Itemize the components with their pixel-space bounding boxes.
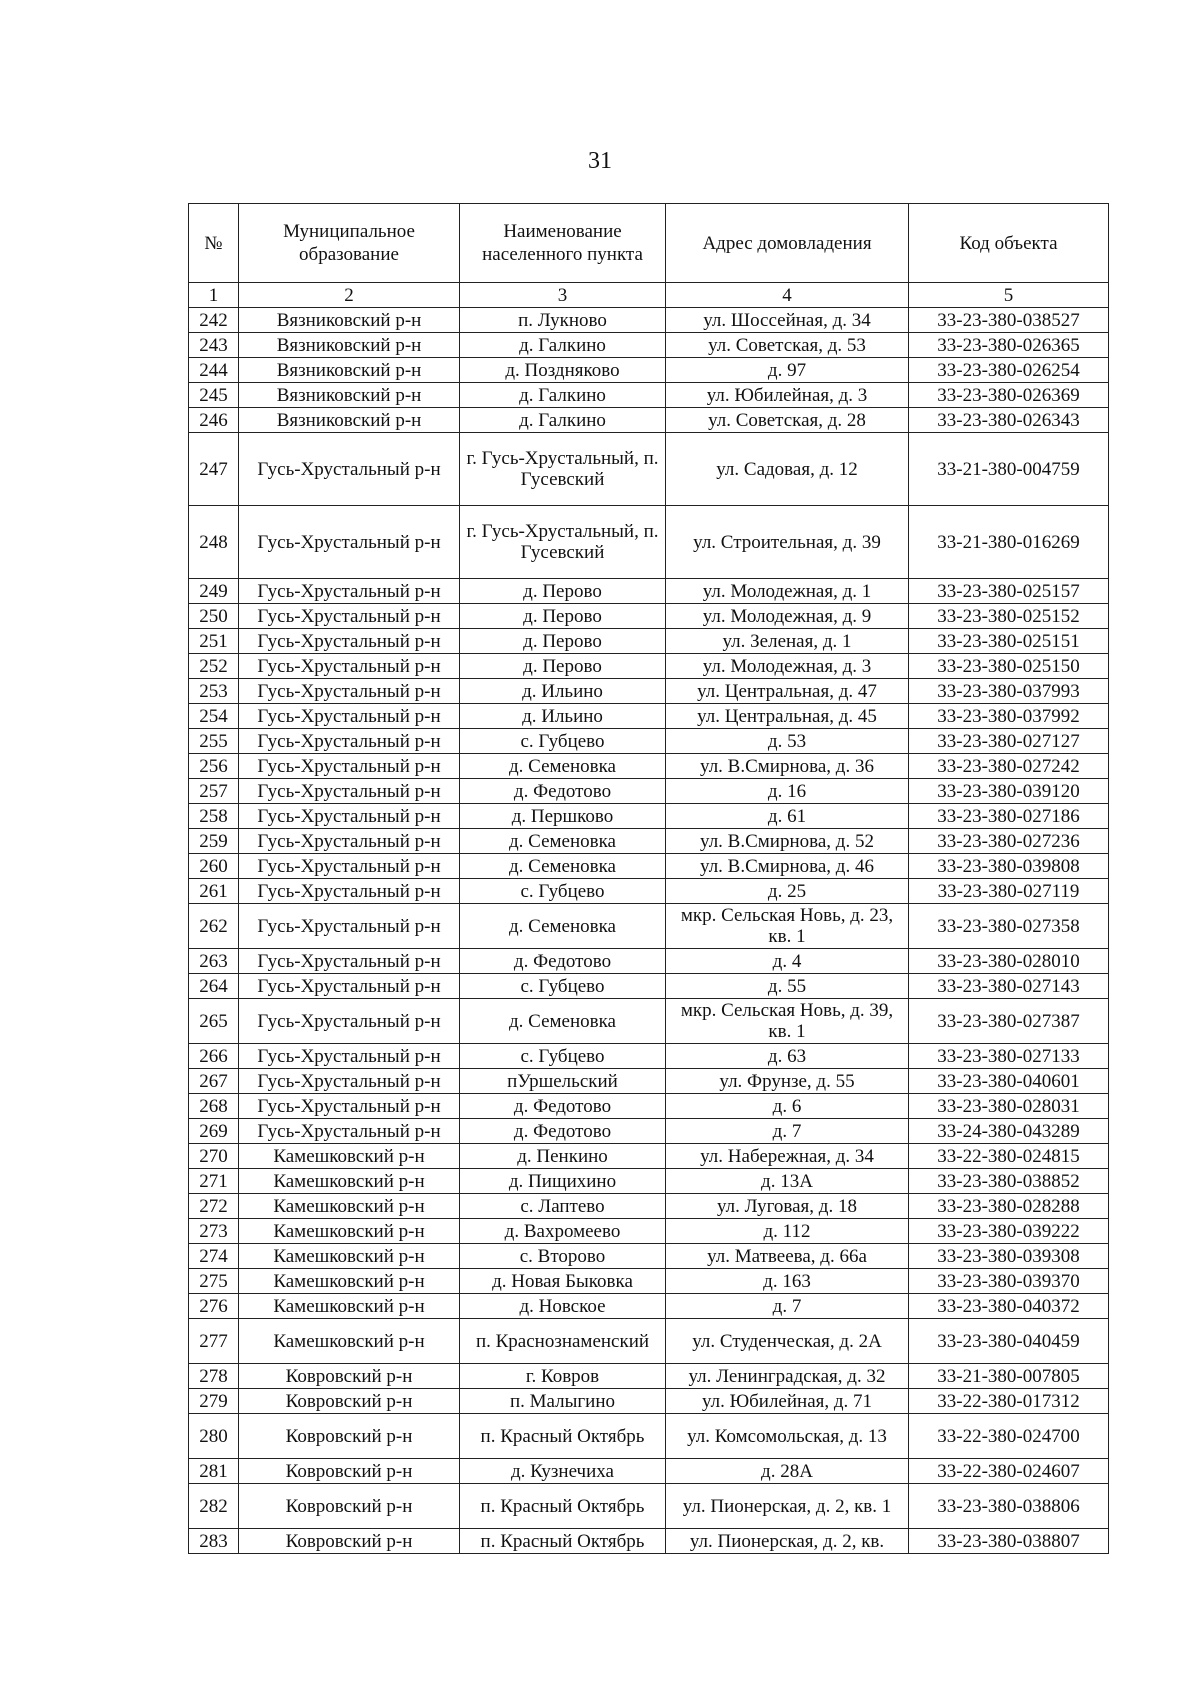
- cell-address: ул. Юбилейная, д. 3: [666, 383, 909, 408]
- cell-number: 274: [189, 1244, 239, 1269]
- cell-object-code: 33-23-380-040601: [909, 1069, 1109, 1094]
- cell-object-code: 33-22-380-024815: [909, 1144, 1109, 1169]
- cell-number: 244: [189, 358, 239, 383]
- cell-settlement: п. Красный Октябрь: [460, 1484, 666, 1529]
- header-number: №: [189, 204, 239, 283]
- cell-number: 269: [189, 1119, 239, 1144]
- table-row: [189, 629, 1109, 654]
- cell-settlement: с. Лаптево: [460, 1194, 666, 1219]
- table-row: [189, 879, 1109, 904]
- table-row: [189, 854, 1109, 879]
- cell-object-code: 33-23-380-026343: [909, 408, 1109, 433]
- cell-number: 273: [189, 1219, 239, 1244]
- cell-object-code: 33-23-380-028010: [909, 949, 1109, 974]
- header-municipality: Муниципальное образование: [239, 204, 460, 283]
- cell-address: ул. Молодежная, д. 3: [666, 654, 909, 679]
- table-row: [189, 999, 1109, 1044]
- cell-municipality: Гусь-Хрустальный р-н: [239, 604, 460, 629]
- cell-object-code: 33-23-380-040372: [909, 1294, 1109, 1319]
- cell-address: ул. Садовая, д. 12: [666, 433, 909, 506]
- cell-municipality: Ковровский р-н: [239, 1389, 460, 1414]
- cell-number: 243: [189, 333, 239, 358]
- cell-settlement: д. Федотово: [460, 1119, 666, 1144]
- table-row: [189, 1219, 1109, 1244]
- cell-settlement: д. Семеновка: [460, 854, 666, 879]
- cell-municipality: Ковровский р-н: [239, 1414, 460, 1459]
- cell-address: д. 7: [666, 1294, 909, 1319]
- cell-address: ул. В.Смирнова, д. 52: [666, 829, 909, 854]
- table-body: [189, 308, 1109, 1554]
- cell-address: мкр. Сельская Новь, д. 23, кв. 1: [666, 904, 909, 949]
- cell-address: ул. Молодежная, д. 1: [666, 579, 909, 604]
- table-row: [189, 1194, 1109, 1219]
- cell-address: мкр. Сельская Новь, д. 39, кв. 1: [666, 999, 909, 1044]
- cell-number: 277: [189, 1319, 239, 1364]
- table-row: [189, 1529, 1109, 1554]
- cell-settlement: с. Губцево: [460, 879, 666, 904]
- table-row: [189, 754, 1109, 779]
- cell-settlement: д. Пищихино: [460, 1169, 666, 1194]
- column-number-row: [189, 283, 1109, 308]
- cell-number: 276: [189, 1294, 239, 1319]
- cell-settlement: д. Перово: [460, 654, 666, 679]
- cell-object-code: 33-21-380-016269: [909, 506, 1109, 579]
- cell-object-code: 33-23-380-038806: [909, 1484, 1109, 1529]
- cell-object-code: 33-23-380-037993: [909, 679, 1109, 704]
- table-row: [189, 433, 1109, 506]
- cell-municipality: Вязниковский р-н: [239, 408, 460, 433]
- table-row: [189, 949, 1109, 974]
- cell-settlement: д. Семеновка: [460, 904, 666, 949]
- table-row: [189, 1244, 1109, 1269]
- cell-address: д. 6: [666, 1094, 909, 1119]
- cell-number: 254: [189, 704, 239, 729]
- cell-address: д. 13А: [666, 1169, 909, 1194]
- cell-object-code: 33-22-380-024700: [909, 1414, 1109, 1459]
- cell-object-code: 33-21-380-007805: [909, 1364, 1109, 1389]
- table-row: [189, 779, 1109, 804]
- column-number: 2: [239, 283, 460, 308]
- cell-object-code: 33-23-380-026369: [909, 383, 1109, 408]
- cell-municipality: Гусь-Хрустальный р-н: [239, 1119, 460, 1144]
- cell-object-code: 33-23-380-027186: [909, 804, 1109, 829]
- cell-address: ул. Молодежная, д. 9: [666, 604, 909, 629]
- cell-municipality: Гусь-Хрустальный р-н: [239, 729, 460, 754]
- table-row: [189, 1364, 1109, 1389]
- cell-municipality: Камешковский р-н: [239, 1144, 460, 1169]
- table-row: [189, 1119, 1109, 1144]
- cell-object-code: 33-23-380-038527: [909, 308, 1109, 333]
- table-header-row: [189, 204, 1109, 283]
- cell-address: ул. Центральная, д. 45: [666, 704, 909, 729]
- cell-municipality: Гусь-Хрустальный р-н: [239, 879, 460, 904]
- cell-settlement: д. Новское: [460, 1294, 666, 1319]
- cell-settlement: д. Поздняково: [460, 358, 666, 383]
- cell-settlement: п. Краснознаменский: [460, 1319, 666, 1364]
- cell-object-code: 33-23-380-037992: [909, 704, 1109, 729]
- table-row: [189, 1044, 1109, 1069]
- cell-address: ул. Советская, д. 53: [666, 333, 909, 358]
- cell-address: ул. Матвеева, д. 66а: [666, 1244, 909, 1269]
- cell-object-code: 33-21-380-004759: [909, 433, 1109, 506]
- cell-address: д. 25: [666, 879, 909, 904]
- cell-address: ул. В.Смирнова, д. 36: [666, 754, 909, 779]
- cell-settlement: г. Гусь-Хрустальный, п. Гусевский: [460, 433, 666, 506]
- cell-number: 261: [189, 879, 239, 904]
- cell-settlement: с. Губцево: [460, 1044, 666, 1069]
- table-row: [189, 1319, 1109, 1364]
- cell-municipality: Ковровский р-н: [239, 1529, 460, 1554]
- cell-address: д. 7: [666, 1119, 909, 1144]
- header-address: Адрес домовладения: [666, 204, 909, 283]
- cell-municipality: Камешковский р-н: [239, 1269, 460, 1294]
- table-row: [189, 1389, 1109, 1414]
- cell-municipality: Гусь-Хрустальный р-н: [239, 999, 460, 1044]
- cell-object-code: 33-23-380-027119: [909, 879, 1109, 904]
- cell-address: ул. Набережная, д. 34: [666, 1144, 909, 1169]
- cell-municipality: Гусь-Хрустальный р-н: [239, 629, 460, 654]
- cell-municipality: Гусь-Хрустальный р-н: [239, 506, 460, 579]
- cell-municipality: Гусь-Хрустальный р-н: [239, 1044, 460, 1069]
- cell-settlement: д. Галкино: [460, 408, 666, 433]
- table-row: [189, 904, 1109, 949]
- cell-settlement: д. Вахромеево: [460, 1219, 666, 1244]
- cell-number: 245: [189, 383, 239, 408]
- cell-settlement: д. Федотово: [460, 949, 666, 974]
- cell-object-code: 33-23-380-026365: [909, 333, 1109, 358]
- cell-number: 252: [189, 654, 239, 679]
- cell-settlement: д. Перово: [460, 579, 666, 604]
- cell-municipality: Гусь-Хрустальный р-н: [239, 974, 460, 999]
- cell-object-code: 33-23-380-027133: [909, 1044, 1109, 1069]
- table-row: [189, 333, 1109, 358]
- cell-number: 246: [189, 408, 239, 433]
- column-number: 4: [666, 283, 909, 308]
- cell-settlement: с. Губцево: [460, 974, 666, 999]
- cell-settlement: д. Ильино: [460, 679, 666, 704]
- cell-municipality: Ковровский р-н: [239, 1459, 460, 1484]
- cell-address: д. 61: [666, 804, 909, 829]
- cell-address: ул. Луговая, д. 18: [666, 1194, 909, 1219]
- cell-municipality: Гусь-Хрустальный р-н: [239, 579, 460, 604]
- cell-municipality: Гусь-Хрустальный р-н: [239, 433, 460, 506]
- cell-object-code: 33-23-380-039308: [909, 1244, 1109, 1269]
- cell-number: 282: [189, 1484, 239, 1529]
- cell-number: 251: [189, 629, 239, 654]
- cell-settlement: д. Семеновка: [460, 754, 666, 779]
- cell-municipality: Камешковский р-н: [239, 1319, 460, 1364]
- cell-number: 257: [189, 779, 239, 804]
- column-number: 5: [909, 283, 1109, 308]
- table-row: [189, 383, 1109, 408]
- cell-object-code: 33-23-380-027242: [909, 754, 1109, 779]
- table-row: [189, 1414, 1109, 1459]
- cell-settlement: п. Лукново: [460, 308, 666, 333]
- cell-object-code: 33-23-380-026254: [909, 358, 1109, 383]
- cell-municipality: Ковровский р-н: [239, 1364, 460, 1389]
- table-row: [189, 1069, 1109, 1094]
- table-row: [189, 1459, 1109, 1484]
- cell-object-code: 33-23-380-025151: [909, 629, 1109, 654]
- cell-number: 247: [189, 433, 239, 506]
- cell-address: ул. Комсомольская, д. 13: [666, 1414, 909, 1459]
- cell-object-code: 33-23-380-038852: [909, 1169, 1109, 1194]
- cell-number: 267: [189, 1069, 239, 1094]
- cell-object-code: 33-23-380-025157: [909, 579, 1109, 604]
- cell-settlement: д. Пенкино: [460, 1144, 666, 1169]
- cell-address: д. 63: [666, 1044, 909, 1069]
- cell-address: ул. Строительная, д. 39: [666, 506, 909, 579]
- cell-object-code: 33-24-380-043289: [909, 1119, 1109, 1144]
- cell-municipality: Камешковский р-н: [239, 1169, 460, 1194]
- cell-address: ул. Фрунзе, д. 55: [666, 1069, 909, 1094]
- cell-address: ул. Зеленая, д. 1: [666, 629, 909, 654]
- cell-settlement: д. Перово: [460, 604, 666, 629]
- cell-settlement: д. Галкино: [460, 333, 666, 358]
- cell-settlement: с. Второво: [460, 1244, 666, 1269]
- cell-municipality: Камешковский р-н: [239, 1194, 460, 1219]
- table-row: [189, 1169, 1109, 1194]
- table-row: [189, 1269, 1109, 1294]
- cell-number: 258: [189, 804, 239, 829]
- cell-number: 260: [189, 854, 239, 879]
- cell-address: ул. Пионерская, д. 2, кв. 1: [666, 1484, 909, 1529]
- cell-number: 242: [189, 308, 239, 333]
- cell-municipality: Гусь-Хрустальный р-н: [239, 679, 460, 704]
- cell-object-code: 33-22-380-024607: [909, 1459, 1109, 1484]
- table-row: [189, 974, 1109, 999]
- cell-settlement: д. Семеновка: [460, 999, 666, 1044]
- cell-municipality: Вязниковский р-н: [239, 333, 460, 358]
- cell-number: 255: [189, 729, 239, 754]
- table-row: [189, 654, 1109, 679]
- cell-municipality: Вязниковский р-н: [239, 308, 460, 333]
- cell-municipality: Гусь-Хрустальный р-н: [239, 704, 460, 729]
- cell-object-code: 33-23-380-025150: [909, 654, 1109, 679]
- table-row: [189, 1144, 1109, 1169]
- cell-object-code: 33-23-380-027387: [909, 999, 1109, 1044]
- table-row: [189, 729, 1109, 754]
- cell-municipality: Ковровский р-н: [239, 1484, 460, 1529]
- cell-number: 253: [189, 679, 239, 704]
- header-object-code: Код объекта: [909, 204, 1109, 283]
- cell-number: 256: [189, 754, 239, 779]
- cell-municipality: Камешковский р-н: [239, 1244, 460, 1269]
- cell-number: 278: [189, 1364, 239, 1389]
- cell-object-code: 33-23-380-028288: [909, 1194, 1109, 1219]
- cell-municipality: Гусь-Хрустальный р-н: [239, 1094, 460, 1119]
- cell-settlement: д. Новая Быковка: [460, 1269, 666, 1294]
- cell-settlement: д. Кузнечиха: [460, 1459, 666, 1484]
- cell-object-code: 33-23-380-039120: [909, 779, 1109, 804]
- cell-object-code: 33-23-380-040459: [909, 1319, 1109, 1364]
- column-number: 3: [460, 283, 666, 308]
- cell-settlement: д. Перово: [460, 629, 666, 654]
- cell-address: ул. Пионерская, д. 2, кв.: [666, 1529, 909, 1554]
- cell-settlement: д. Семеновка: [460, 829, 666, 854]
- cell-municipality: Вязниковский р-н: [239, 383, 460, 408]
- cell-address: д. 28А: [666, 1459, 909, 1484]
- cell-number: 268: [189, 1094, 239, 1119]
- cell-municipality: Гусь-Хрустальный р-н: [239, 829, 460, 854]
- cell-municipality: Гусь-Хрустальный р-н: [239, 804, 460, 829]
- cell-settlement: с. Губцево: [460, 729, 666, 754]
- cell-settlement: д. Першково: [460, 804, 666, 829]
- cell-address: ул. Ленинградская, д. 32: [666, 1364, 909, 1389]
- cell-address: ул. Советская, д. 28: [666, 408, 909, 433]
- table-row: [189, 1294, 1109, 1319]
- cell-object-code: 33-23-380-028031: [909, 1094, 1109, 1119]
- table-row: [189, 408, 1109, 433]
- cell-address: д. 55: [666, 974, 909, 999]
- table-row: [189, 506, 1109, 579]
- cell-number: 250: [189, 604, 239, 629]
- table-row: [189, 804, 1109, 829]
- cell-settlement: г. Гусь-Хрустальный, п. Гусевский: [460, 506, 666, 579]
- cell-settlement: д. Федотово: [460, 779, 666, 804]
- cell-municipality: Гусь-Хрустальный р-н: [239, 779, 460, 804]
- cell-number: 264: [189, 974, 239, 999]
- table-row: [189, 829, 1109, 854]
- page-number: 31: [588, 148, 612, 174]
- table-row: [189, 1484, 1109, 1529]
- cell-number: 249: [189, 579, 239, 604]
- cell-number: 275: [189, 1269, 239, 1294]
- cell-number: 283: [189, 1529, 239, 1554]
- cell-municipality: Гусь-Хрустальный р-н: [239, 654, 460, 679]
- cell-address: д. 97: [666, 358, 909, 383]
- cell-address: ул. Студенческая, д. 2А: [666, 1319, 909, 1364]
- cell-object-code: 33-23-380-025152: [909, 604, 1109, 629]
- cell-settlement: п. Красный Октябрь: [460, 1529, 666, 1554]
- cell-number: 266: [189, 1044, 239, 1069]
- cell-number: 248: [189, 506, 239, 579]
- cell-object-code: 33-23-380-027236: [909, 829, 1109, 854]
- cell-number: 259: [189, 829, 239, 854]
- cell-object-code: 33-23-380-027358: [909, 904, 1109, 949]
- cell-municipality: Гусь-Хрустальный р-н: [239, 854, 460, 879]
- cell-settlement: д. Федотово: [460, 1094, 666, 1119]
- cell-object-code: 33-23-380-039370: [909, 1269, 1109, 1294]
- cell-municipality: Гусь-Хрустальный р-н: [239, 754, 460, 779]
- cell-municipality: Гусь-Хрустальный р-н: [239, 904, 460, 949]
- cell-address: ул. Центральная, д. 47: [666, 679, 909, 704]
- header-settlement: Наименование населенного пункта: [460, 204, 666, 283]
- cell-municipality: Гусь-Хрустальный р-н: [239, 1069, 460, 1094]
- column-number: 1: [189, 283, 239, 308]
- table-row: [189, 358, 1109, 383]
- cell-address: д. 16: [666, 779, 909, 804]
- cell-number: 262: [189, 904, 239, 949]
- cell-number: 265: [189, 999, 239, 1044]
- cell-object-code: 33-23-380-027143: [909, 974, 1109, 999]
- cell-municipality: Камешковский р-н: [239, 1219, 460, 1244]
- cell-number: 272: [189, 1194, 239, 1219]
- cell-object-code: 33-23-380-027127: [909, 729, 1109, 754]
- cell-address: ул. Юбилейная, д. 71: [666, 1389, 909, 1414]
- cell-address: д. 4: [666, 949, 909, 974]
- cell-municipality: Гусь-Хрустальный р-н: [239, 949, 460, 974]
- cell-municipality: Вязниковский р-н: [239, 358, 460, 383]
- cell-settlement: п. Красный Октябрь: [460, 1414, 666, 1459]
- cell-object-code: 33-23-380-039808: [909, 854, 1109, 879]
- cell-number: 270: [189, 1144, 239, 1169]
- cell-settlement: пУршельский: [460, 1069, 666, 1094]
- cell-number: 279: [189, 1389, 239, 1414]
- table-row: [189, 604, 1109, 629]
- cell-address: ул. В.Смирнова, д. 46: [666, 854, 909, 879]
- table-row: [189, 1094, 1109, 1119]
- cell-number: 263: [189, 949, 239, 974]
- cell-settlement: д. Ильино: [460, 704, 666, 729]
- table-row: [189, 704, 1109, 729]
- cell-address: д. 53: [666, 729, 909, 754]
- cell-settlement: г. Ковров: [460, 1364, 666, 1389]
- cell-number: 281: [189, 1459, 239, 1484]
- cell-object-code: 33-23-380-039222: [909, 1219, 1109, 1244]
- cell-municipality: Камешковский р-н: [239, 1294, 460, 1319]
- cell-object-code: 33-22-380-017312: [909, 1389, 1109, 1414]
- table-row: [189, 679, 1109, 704]
- cell-settlement: д. Галкино: [460, 383, 666, 408]
- cell-address: ул. Шоссейная, д. 34: [666, 308, 909, 333]
- cell-number: 271: [189, 1169, 239, 1194]
- table-row: [189, 579, 1109, 604]
- cell-object-code: 33-23-380-038807: [909, 1529, 1109, 1554]
- registry-table: [188, 203, 1109, 1554]
- table-row: [189, 308, 1109, 333]
- cell-settlement: п. Малыгино: [460, 1389, 666, 1414]
- cell-address: д. 163: [666, 1269, 909, 1294]
- cell-address: д. 112: [666, 1219, 909, 1244]
- cell-number: 280: [189, 1414, 239, 1459]
